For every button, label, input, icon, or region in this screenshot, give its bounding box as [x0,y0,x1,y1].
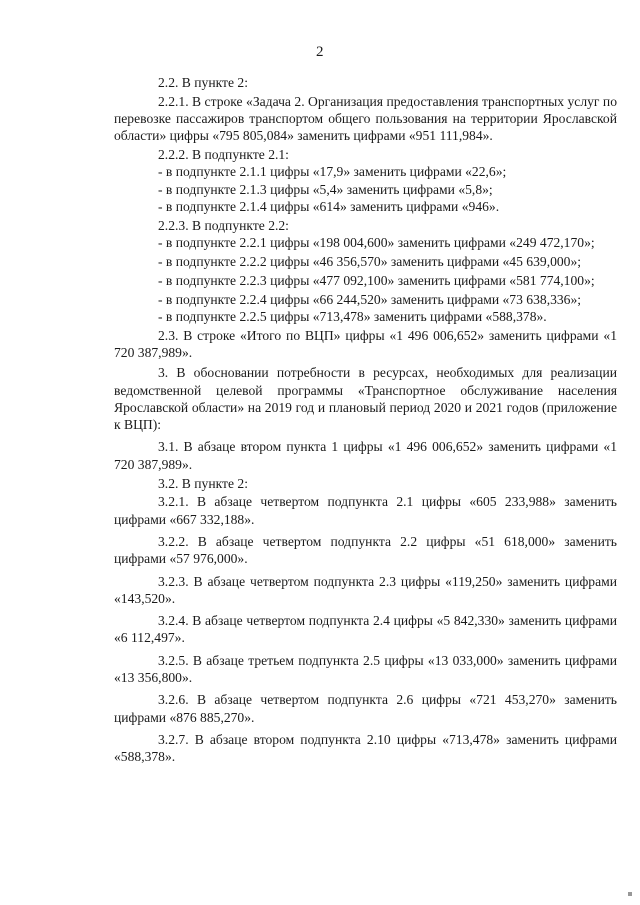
paragraph-2-2-1: 2.2.1. В строке «Задача 2. Организация предоставления транспортных услуг по перевозке пассажиров транспортом общего пользования на территории Ярославской области» цифры «795 805,084» заменить цифрами «951 111,984». [114,93,617,144]
paragraph-2-2: 2.2. В пункте 2: [158,75,248,90]
list-item: - в подпункте 2.2.1 цифры «198 004,600» заменить цифрами «249 472,170»; [158,235,595,251]
paragraph-3-2-6: 3.2.6. В абзаце четвертом подпункта 2.6 цифры «721 453,270» заменить цифрами «876 885,270». [114,692,617,725]
list-item: - в подпункте 2.1.3 цифры «5,4» заменить цифрами «5,8»; [158,181,493,197]
paragraph-3-2-3: 3.2.3. В абзаце четвертом подпункта 2.3 цифры «119,250» заменить цифрами «143,520». [114,573,617,606]
paragraph-3-2-2: 3.2.2. В абзаце четвертом подпункта 2.2 цифры «51 618,000» заменить цифрами «57 976,000». [114,533,617,567]
paragraph-3-2-4: 3.2.4. В абзаце четвертом подпункта 2.4 цифры «5 842,330» заменить цифрами «6 112,497». [114,613,617,646]
document-body [114,74,617,765]
paragraph-3-2-1: 3.2.1. В абзаце четвертом подпункта 2.1 цифры «605 233,988» заменить цифрами «667 332,188». [114,494,617,527]
list-item: - в подпункте 2.1.1 цифры «17,9» заменить цифрами «22,6»; [158,164,507,180]
paragraph-2-2-3: 2.2.3. В подпункте 2.2: [158,217,289,233]
paragraph-3: 3. В обосновании потребности в ресурсах, необходимых для реализации ведомственной целевой программы «Транспортное обслуживание населения Ярославской области» на 2019 год и плановый период 2020 и 2021 годов (приложение к ВЦП): [114,365,617,433]
paragraph-2-2-2: 2.2.2. В подпункте 2.1: [158,147,289,163]
paragraph-2-3: 2.3. В строке «Итого по ВЦП» цифры «1 496 006,652» заменить цифрами «1 720 387,989». [114,327,617,360]
scan-artifact [628,892,632,896]
list-item: - в подпункте 2.2.5 цифры «713,478» заменить цифрами «588,378». [158,308,547,324]
paragraph-3-1: 3.1. В абзаце втором пункта 1 цифры «1 496 006,652» заменить цифрами «1 720 387,989». [114,439,617,472]
list-item: - в подпункте 2.2.2 цифры «46 356,570» заменить цифрами «45 639,000»; [158,253,582,269]
paragraph-3-2-7: 3.2.7. В абзаце втором подпункта 2.10 цифры «713,478» заменить цифрами «588,378». [114,731,617,765]
list-item: - в подпункте 2.1.4 цифры «614» заменить цифрами «946». [158,199,500,215]
page-number: 2 [316,44,324,60]
paragraph-3-2: 3.2. В пункте 2: [158,475,248,491]
paragraph-3-2-5: 3.2.5. В абзаце третьем подпункта 2.5 цифры «13 033,000» заменить цифрами «13 356,800». [114,652,617,685]
list-item: - в подпункте 2.2.4 цифры «66 244,520» заменить цифрами «73 638,336»; [158,291,582,307]
list-item: - в подпункте 2.2.3 цифры «477 092,100» заменить цифрами «581 774,100»; [158,272,595,288]
